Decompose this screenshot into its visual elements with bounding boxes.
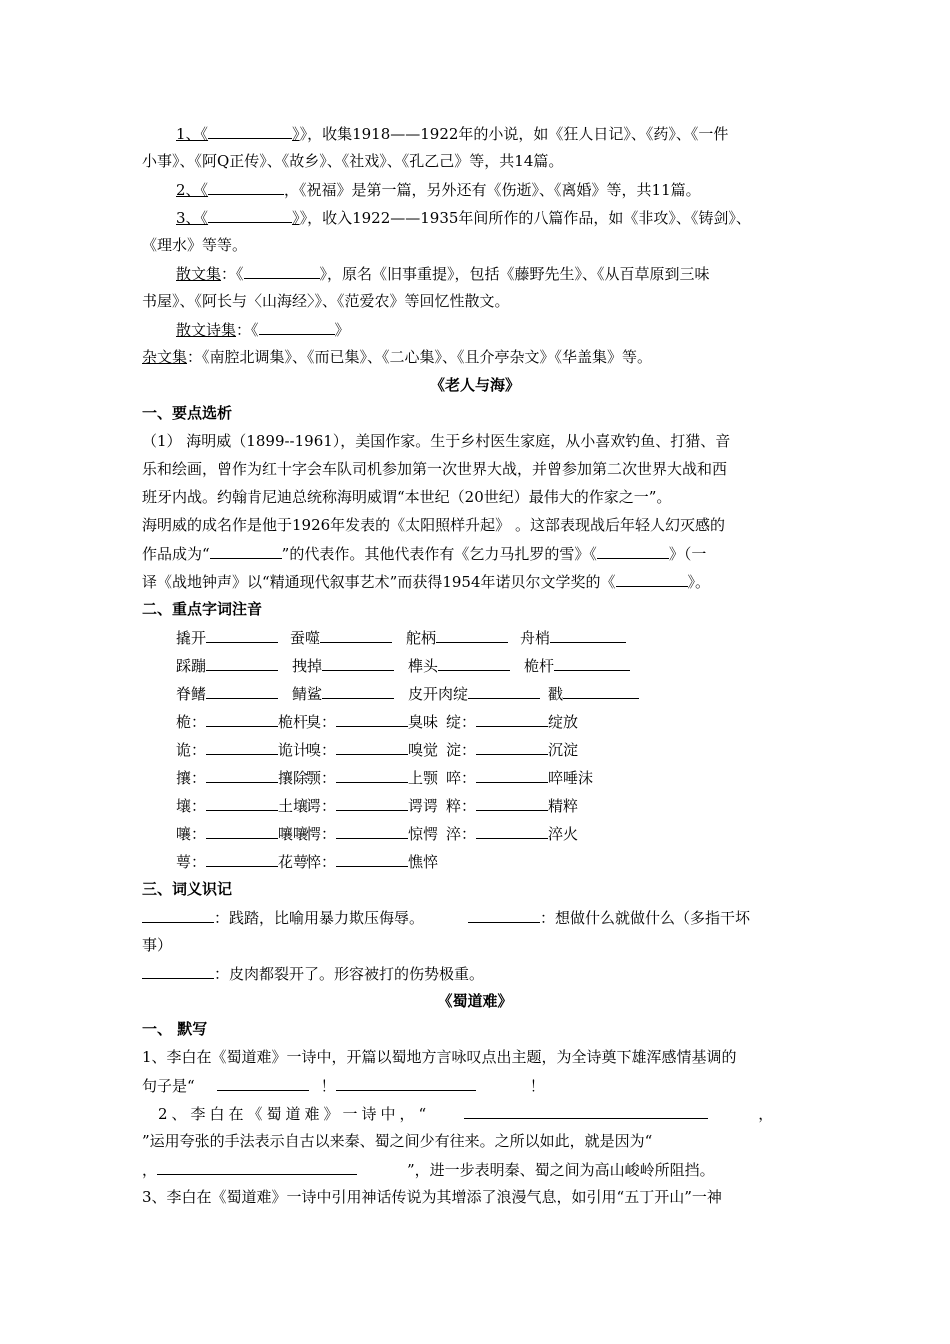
old-man-title: 《老人与海》 — [429, 376, 520, 394]
char-row: 壤： 土壤谔： 谔谔 粹： 精粹 — [176, 797, 579, 815]
pinyin-row: 脊鳍 鲭鲨 皮开肉绽 戳 — [176, 683, 639, 704]
misc-essays-line: 杂文集：《南腔北调集》、《而已集》、《二心集》、《且介亭杂文》《华盖集》等。 — [142, 348, 653, 366]
question-2-line-2: ”运用夸张的手法表示自古以来秦、蜀之间少有往来。之所以如此，就是因为“ — [142, 1132, 653, 1150]
question-2-line-3: ， ”，进一步表明秦、蜀之间为高山峻岭所阻挡。 — [142, 1161, 715, 1179]
section-definitions: 三、词义识记 — [142, 880, 233, 898]
item-1-line-1: 1、《 》》，收集1918——1922年的小说，如《狂人日记》、《药》、《一件 — [176, 125, 729, 143]
question-3-line-1: 3、李白在《蜀道难》一诗中引用神话传说为其增添了浪漫气息，如引用“五丁开山”一神 — [142, 1188, 722, 1206]
essay-line-1: 散文集：《 》，原名《旧事重提》，包括《藤野先生》、《从百草原到三味 — [176, 265, 710, 283]
pinyin-row: 踩蹦 拽掉 榫头 桅杆 — [176, 655, 630, 676]
item-3-line-2: 《理水》等等。 — [142, 236, 248, 254]
question-1-line-2: 句子是“ ！ ！ — [142, 1077, 545, 1095]
item-1-line-2: 小事》、《阿Q正传》、《故乡》、《社戏》、《孔乙己》等，共14篇。 — [142, 152, 564, 170]
hemingway-para-4: 海明威的成名作是他于1926年发表的《太阳照样升起》 。这部表现战后年轻人幻灭感的 — [142, 516, 725, 534]
question-2-line-1: 2、李白在《蜀道难》一诗中，“ ， — [158, 1105, 774, 1123]
pinyin-row: 撬开 蚕噬 舵柄 舟梢 — [176, 627, 626, 648]
hemingway-para-2: 乐和绘画，曾作为红十字会车队司机参加第一次世界大战，并曾参加第二次世界大战和西 — [142, 460, 728, 478]
section-dictation: 一、 默写 — [142, 1020, 208, 1038]
definition-line-1-cont: 事） — [142, 936, 173, 954]
shu-dao-title: 《蜀道难》 — [437, 992, 513, 1010]
item-2-line: 2、《 ，《祝福》是第一篇，另外还有《伤逝》、《离婚》等，共11篇。 — [176, 181, 701, 199]
definition-line-1: ：践踏，比喻用暴力欺压侮辱。 ：想做什么就做什么（多指干坏 — [142, 907, 750, 928]
char-row: 嚷： 嚷嚷愕： 惊愕 淬： 淬火 — [176, 825, 579, 843]
char-row: 诡： 诡计嗅： 嗅觉 淀： 沉淀 — [176, 741, 579, 759]
char-row: 攘： 攘除颚： 上颚 啐： 啐唾沫 — [176, 769, 594, 787]
item-3-line-1: 3、《 》》，收入1922——1935年间所作的八篇作品，如《非攻》、《铸剑》、 — [176, 209, 751, 227]
hemingway-para-6: 译《战地钟声》以“精通现代叙事艺术”而获得1954年诺贝尔文学奖的《 》。 — [142, 573, 711, 591]
section-pinyin: 二、重点字词注音 — [142, 600, 263, 618]
essay-line-2: 书屋》、《阿长与〈山海经〉》、《范爱农》等回忆性散文。 — [142, 292, 510, 310]
definition-line-2: ：皮肉都裂开了。形容被打的伤势极重。 — [142, 963, 484, 984]
hemingway-para-3: 班牙内战。约翰肯尼迪总统称海明威谓“本世纪（20世纪）最伟大的作家之一”。 — [142, 488, 672, 506]
question-1-line-1: 1、李白在《蜀道难》一诗中，开篇以蜀地方言咏叹点出主题，为全诗奠下雄浑感情基调的 — [142, 1048, 737, 1066]
prose-poem-line: 散文诗集：《 》 — [176, 321, 350, 339]
char-row: 萼： 花萼悴： 憔悴 — [176, 853, 439, 871]
section-key-points: 一、要点选析 — [142, 404, 233, 422]
hemingway-para-1: （1） 海明威（1899--1961），美国作家。生于乡村医生家庭，从小喜欢钓鱼、打猎、音 — [142, 432, 731, 450]
hemingway-para-5: 作品成为“ ”的代表作。其他代表作有《乞力马扎罗的雪》《 》（一 — [142, 545, 707, 563]
char-row: 桅： 桅杆臭： 臭味 绽： 绽放 — [176, 713, 579, 731]
